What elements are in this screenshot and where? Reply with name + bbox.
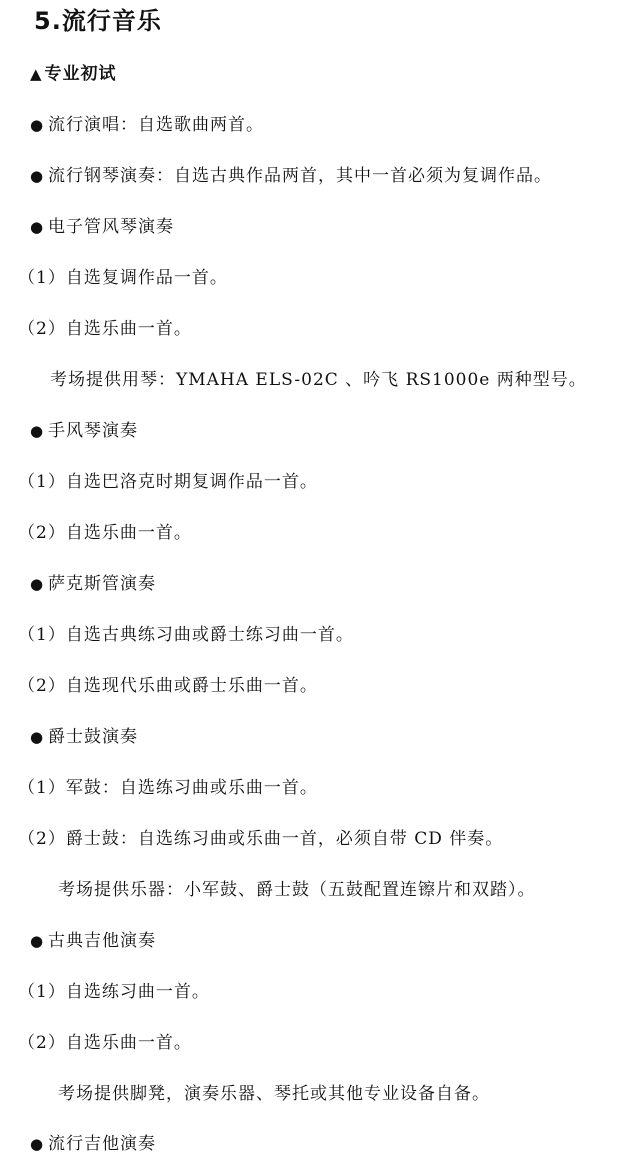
bullet-icon: ● [30, 218, 45, 236]
jazz-drum-note: 考场提供乐器：小军鼓、爵士鼓（五鼓配置连镲片和双踏）。 [58, 880, 536, 900]
pop-guitar-heading-text: 流行吉他演奏 [48, 1134, 156, 1154]
classical-guitar-heading [30, 929, 156, 953]
pop-vocal-line [30, 113, 264, 137]
accordion-heading [30, 419, 138, 443]
bullet-icon: ● [30, 116, 45, 134]
bullet-icon: ● [30, 422, 45, 440]
saxophone-heading-text: 萨克斯管演奏 [48, 574, 156, 594]
organ-heading-text: 电子管风琴演奏 [48, 217, 174, 237]
classical-guitar-item-2: （2）自选乐曲一首。 [18, 1033, 192, 1053]
saxophone-item-2: （2）自选现代乐曲或爵士乐曲一首。 [18, 676, 318, 696]
accordion-item-2: （2）自选乐曲一首。 [18, 523, 192, 543]
saxophone-heading [30, 572, 156, 596]
accordion-heading-text: 手风琴演奏 [48, 421, 138, 441]
organ-item-1: （1）自选复调作品一首。 [18, 268, 228, 288]
section-title: 5.流行音乐 [34, 7, 162, 35]
pop-piano-line [30, 164, 552, 188]
bullet-icon: ● [30, 167, 45, 185]
pop-guitar-heading [30, 1132, 156, 1156]
jazz-drum-item-2: （2）爵士鼓：自选练习曲或乐曲一首，必须自带 CD 伴奏。 [18, 829, 504, 849]
organ-heading [30, 215, 174, 239]
classical-guitar-heading-text: 古典吉他演奏 [48, 931, 156, 951]
jazz-drum-heading-text: 爵士鼓演奏 [48, 727, 138, 747]
bullet-icon: ● [30, 932, 45, 950]
jazz-drum-item-1: （1）军鼓：自选练习曲或乐曲一首。 [18, 778, 318, 798]
bullet-icon: ● [30, 575, 45, 593]
saxophone-item-1: （1）自选古典练习曲或爵士练习曲一首。 [18, 625, 354, 645]
organ-note: 考场提供用琴：YMAHA ELS-02C 、吟飞 RS1000e 两种型号。 [50, 370, 587, 390]
classical-guitar-item-1: （1）自选练习曲一首。 [18, 982, 210, 1002]
bullet-icon: ● [30, 728, 45, 746]
pop-piano-text: 流行钢琴演奏：自选古典作品两首，其中一首必须为复调作品。 [48, 166, 552, 186]
triangle-icon: ▲ [30, 65, 43, 83]
accordion-item-1: （1）自选巴洛克时期复调作品一首。 [18, 472, 318, 492]
subsection-heading-text: 专业初试 [44, 64, 117, 84]
pop-vocal-text: 流行演唱：自选歌曲两首。 [48, 115, 264, 135]
bullet-icon: ● [30, 1135, 45, 1153]
organ-item-2: （2）自选乐曲一首。 [18, 319, 192, 339]
classical-guitar-note: 考场提供脚凳，演奏乐器、琴托或其他专业设备自备。 [58, 1084, 490, 1104]
jazz-drum-heading [30, 725, 138, 749]
subsection-heading [30, 62, 117, 86]
